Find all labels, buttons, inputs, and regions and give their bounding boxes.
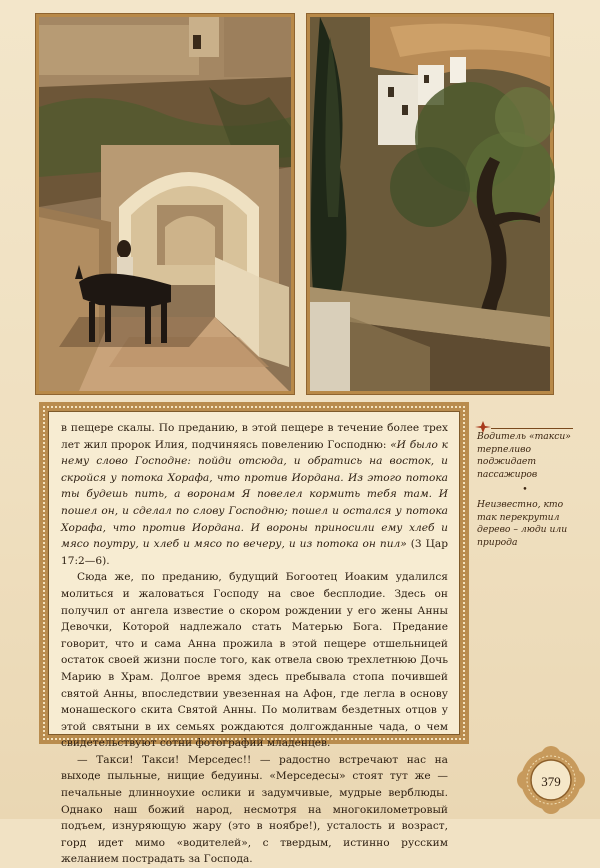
scripture-quote: «И было к нему слово Господне: пойди отсюда, и обратись на восток, и скройся у потока Хорафа, что против Иордана. Из этого потока ты будешь пить, а воронам Я повелел кормить тебя там. И пошел он, и сделал по слову Господню; пошел и остался у потока Хорафа, что против Иордана. И вороны приносили ему хлеб и мясо поутру, и хлеб и мясо по вечеру, и из потока он пил» xyxy=(61,438,449,551)
fleur-ornament-icon xyxy=(475,421,491,433)
text-frame-border xyxy=(43,406,465,866)
side-note-rule xyxy=(491,428,573,429)
paragraph-joachim: Сюда же, по преданию, будущий Богоотец Иоаким удалился молиться и жаловаться Господу на свое бесплодие. Здесь он получил от ангела известие о скором рождении у его жены Анны Девочки, Которой надлежало стать Матерью Бога. Предание говорит, что и сама Анна прожила в этой пещере отшельницей остаток своей жизни после того, как отвела свою трехлетнюю Дочь Марию в Храм. Долгое время здесь пребывала стопа почившей святой Анны, впоследствии увезенная на Афон, где легла в основу монашеского скита Святой Анны. По молитвам бездетных отцов у этой святыни в их семьях рождаются долгожданные чада, о чем свидетельствуют сотни фотографий младенцев. xyxy=(61,571,448,750)
caption-separator: • xyxy=(522,484,528,496)
caption-taxi-driver: Водитель «такси» терпеливо поджидает пассажиров xyxy=(477,431,571,480)
twisted-tree-image xyxy=(310,17,550,391)
caption-twisted-tree: Неизвестно, кто так перекрутил дерево – люди или природа xyxy=(477,498,568,548)
paragraph-elijah-intro: в пещере скалы. По преданию, в этой пещере в течение более трех лет жил пророк Илия, подчиняясь повелению Господню: xyxy=(61,422,448,451)
page-number-medallion xyxy=(515,744,587,816)
text-frame xyxy=(39,402,469,866)
photo-monastery-gate xyxy=(36,14,294,394)
paragraph-bedouins: — Такси! Такси! Мерседес!! — радостно встречают нас на выходе пыльные, нищие бедуины. «Мерседесы» стоят тут же — печальные длинноухие ослики и задумчивые, мудрые верблюды. Однако наш божий народ, несмотря на многокилометровый подъем, изнуряющую жару (это в ноябре!), усталость и возраст, горд идет мимо «водителей», с твердым, истинно русским желанием пострадать за Господа. xyxy=(61,753,448,866)
page-number: 379 xyxy=(541,774,561,789)
side-note xyxy=(477,428,573,549)
scripture-reference: (3 Цар 17:2—6). xyxy=(61,538,448,567)
paragraph-elijah xyxy=(61,420,448,569)
main-text-panel xyxy=(48,411,460,866)
photo-twisted-tree xyxy=(307,14,553,394)
monastery-gate-image xyxy=(39,17,291,391)
